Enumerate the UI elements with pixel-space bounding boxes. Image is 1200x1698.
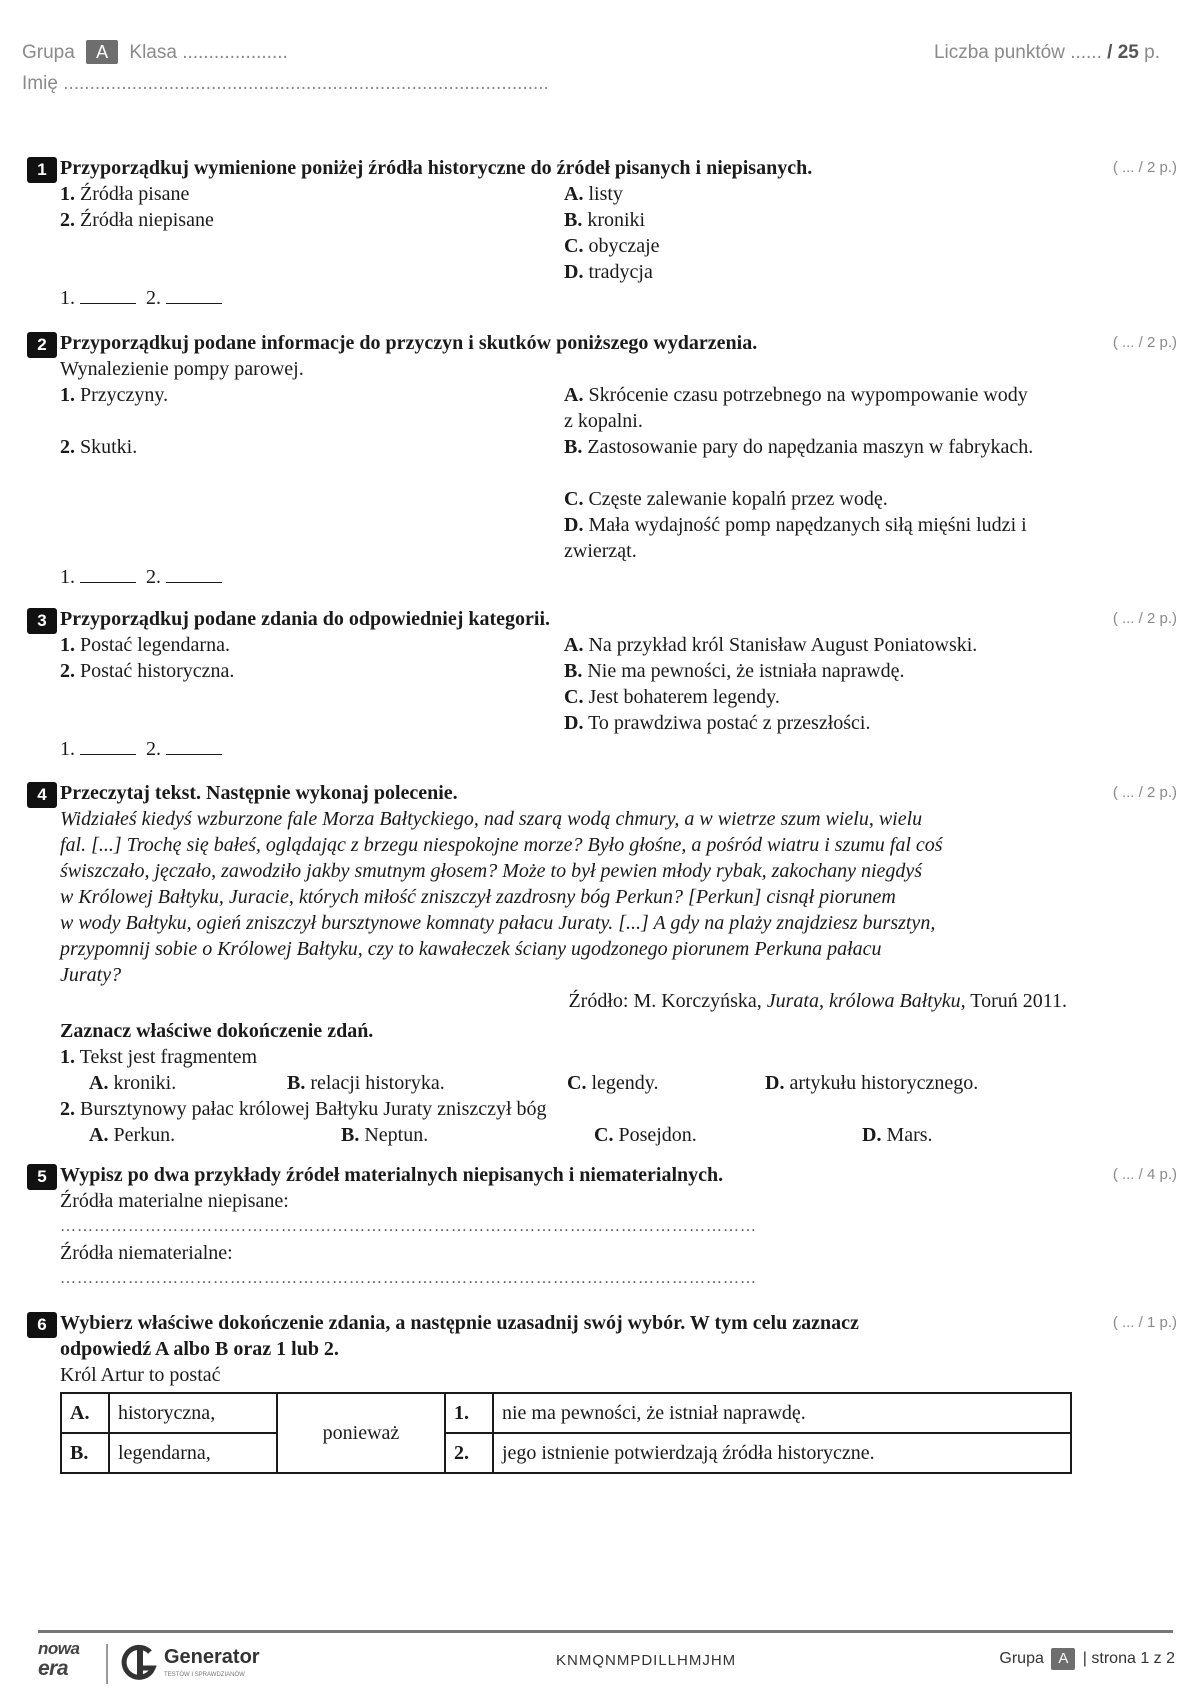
name-dots[interactable]: ............................................................................................ — [63, 73, 549, 94]
text-line: przypomnij sobie o Królowej Bałtyku, czy to kawałeczek ściany ugodzonego piorunem Perkuna pałacu — [60, 938, 882, 960]
because-cell: ponieważ — [277, 1393, 445, 1473]
answer-blank[interactable] — [166, 285, 222, 304]
text-line: Juraty? — [60, 964, 122, 986]
option-b-key[interactable]: B. — [61, 1433, 109, 1473]
right-item: C. obyczaje — [564, 235, 660, 257]
question-points: ( ... / 4 p.) — [1112, 1166, 1177, 1183]
question-1 — [27, 155, 1177, 315]
question-4 — [27, 780, 1177, 1146]
left-item: 1. Postać legendarna. — [60, 634, 230, 656]
question-title: Wybierz właściwe dokończenie zdania, a następnie uzasadnij swój wybór. W tym celu zaznacz — [60, 1312, 859, 1334]
option-1-text[interactable]: nie ma pewności, że istniał naprawdę. — [493, 1393, 1071, 1433]
question-title: Przyporządkuj podane zdania do odpowiedniej kategorii. — [60, 608, 551, 630]
right-item: D. tradycja — [564, 261, 653, 283]
question-2 — [27, 330, 1177, 590]
points-label: Liczba punktów — [933, 42, 1065, 63]
footer-group-label: Grupa — [999, 1650, 1044, 1667]
source-citation: Źródło: M. Korczyńska, Jurata, królowa Bałtyku, Toruń 2011. — [568, 990, 1067, 1012]
class-label: Klasa — [129, 42, 177, 63]
option[interactable]: A. Perkun. — [89, 1124, 176, 1146]
question-title: Przyporządkuj wymienione poniżej źródła historyczne do źródeł pisanych i niepisanych. — [60, 157, 813, 179]
sub-question-2: 2. Bursztynowy pałac królowej Bałtyku Juraty zniszczył bóg — [60, 1098, 547, 1120]
left-item: 2. Postać historyczna. — [60, 660, 235, 682]
question-title-cont: odpowiedź A albo B oraz 1 lub 2. — [60, 1338, 339, 1360]
answer-row: 1. 2. — [60, 736, 222, 762]
answer-row: 1. 2. — [60, 564, 222, 590]
option[interactable]: B. relacji historyka. — [287, 1072, 445, 1094]
option-a-text[interactable]: historyczna, — [109, 1393, 277, 1433]
question-title: Przyporządkuj podane informacje do przyczyn i skutków poniższego wydarzenia. — [60, 332, 758, 354]
option-b-text[interactable]: legendarna, — [109, 1433, 277, 1473]
option[interactable]: B. Neptun. — [341, 1124, 429, 1146]
right-item: C. Częste zalewanie kopalń przez wodę. — [564, 488, 888, 510]
sub-question-1: 1. Tekst jest fragmentem — [60, 1046, 258, 1068]
name-label: Imię — [22, 73, 58, 94]
option-a-key[interactable]: A. — [61, 1393, 109, 1433]
question-number: 6 — [27, 1312, 57, 1338]
points-dots[interactable]: ...... — [1070, 42, 1102, 63]
left-item: 1. Przyczyny. — [60, 384, 169, 406]
footer-page-number: | strona 1 z 2 — [1082, 1650, 1175, 1667]
footer-group-badge: A — [1051, 1648, 1075, 1670]
right-item: B. kroniki — [564, 209, 646, 231]
instruction: Zaznacz właściwe dokończenie zdań. — [60, 1020, 374, 1042]
left-item: 2. Źródła niepisane — [60, 209, 214, 231]
question-points: ( ... / 2 p.) — [1112, 784, 1177, 801]
right-item: A. Na przykład król Stanisław August Poniatowski. — [564, 634, 978, 656]
option[interactable]: C. legendy. — [567, 1072, 659, 1094]
right-item: B. Nie ma pewności, że istniała naprawdę. — [564, 660, 905, 682]
option-2-text[interactable]: jego istnienie potwierdzają źródła historyczne. — [493, 1433, 1071, 1473]
document-code: KNMQNMPDILLHMJHM — [556, 1652, 737, 1669]
left-item: 1. Źródła pisane — [60, 183, 190, 205]
generator-logo-icon — [120, 1644, 160, 1684]
right-item: C. Jest bohaterem legendy. — [564, 686, 780, 708]
logo-divider — [106, 1644, 108, 1684]
question-intro: Wynalezienie pompy parowej. — [60, 358, 304, 380]
group-label: Grupa — [22, 42, 75, 63]
question-number: 3 — [27, 608, 57, 634]
question-number: 2 — [27, 332, 57, 358]
generator-subtitle: TESTÓW I SPRAWDZIANÓW — [164, 1672, 245, 1678]
question-points: ( ... / 2 p.) — [1112, 610, 1177, 627]
question-5 — [27, 1162, 1177, 1292]
option[interactable]: D. Mars. — [862, 1124, 933, 1146]
question-points: ( ... / 1 p.) — [1112, 1314, 1177, 1331]
points-total: / 25 — [1107, 42, 1139, 63]
option[interactable]: C. Posejdon. — [594, 1124, 697, 1146]
answer-label: Źródła niematerialne: — [60, 1242, 233, 1264]
generator-title: Generator — [164, 1646, 260, 1668]
right-item: A. Skrócenie czasu potrzebnego na wypompowanie wody z kopalni. — [564, 384, 1028, 432]
group-field — [22, 40, 288, 64]
answer-label: Źródła materialne niepisane: — [60, 1190, 289, 1212]
question-title: Wypisz po dwa przykłady źródeł materialnych niepisanych i niematerialnych. — [60, 1164, 724, 1186]
answer-blank[interactable] — [166, 736, 222, 755]
question-3 — [27, 606, 1177, 766]
class-dots[interactable]: .................... — [182, 42, 288, 63]
question-points: ( ... / 2 p.) — [1112, 159, 1177, 176]
question-points: ( ... / 2 p.) — [1112, 334, 1177, 351]
right-item: A. listy — [564, 183, 623, 205]
right-item: D. Mała wydajność pomp napędzanych siłą mięśni ludzi i zwierząt. — [564, 514, 1027, 562]
question-number: 4 — [27, 782, 57, 808]
right-item: D. To prawdziwa postać z przeszłości. — [564, 712, 871, 734]
answer-line[interactable]: …………………………………………………………………………………………………………… — [60, 1270, 757, 1287]
option[interactable]: D. artykułu historycznego. — [765, 1072, 979, 1094]
footer-page-info — [999, 1648, 1175, 1670]
answer-row: 1. 2. — [60, 285, 222, 311]
answer-blank[interactable] — [166, 564, 222, 583]
left-item: 2. Skutki. — [60, 436, 138, 458]
nowa-era-logo: nowa era — [38, 1639, 80, 1680]
points-suffix: p. — [1144, 42, 1160, 63]
question-title: Przeczytaj tekst. Następnie wykonaj polecenie. — [60, 782, 458, 804]
question-number: 5 — [27, 1164, 57, 1190]
group-badge: A — [86, 40, 118, 64]
option-1-key[interactable]: 1. — [445, 1393, 493, 1433]
answer-table — [60, 1392, 1072, 1474]
footer-rule — [38, 1630, 1173, 1633]
question-intro: Król Artur to postać — [60, 1364, 221, 1386]
text-line: w wody Bałtyku, ogień zniszczył bursztynowe komnaty pałacu Juraty. [...] A gdy na plaży znajdziesz bursztyn, — [60, 912, 936, 934]
answer-line[interactable]: …………………………………………………………………………………………………………… — [60, 1218, 757, 1235]
answer-blank[interactable] — [80, 564, 136, 583]
name-field — [22, 73, 549, 95]
answer-blank[interactable] — [80, 736, 136, 755]
option[interactable]: A. kroniki. — [89, 1072, 177, 1094]
text-line: fal. [...] Trochę się bałeś, oglądając z brzegu niespokojne morze? Było głośne, a pośród wiatru i szumu fal coś — [60, 834, 943, 856]
answer-blank[interactable] — [80, 285, 136, 304]
right-item: B. Zastosowanie pary do napędzania maszyn w fabrykach. — [564, 436, 1034, 458]
question-6 — [27, 1310, 1177, 1390]
points-field — [934, 42, 1160, 64]
question-number: 1 — [27, 157, 57, 183]
text-line: świszczało, jęczało, zawodziło jakby smutnym głosem? Może to był pewien młody rybak, zakochany niegdyś — [60, 860, 923, 882]
text-line: w Królowej Bałtyku, Juracie, których miłość zniszczył zazdrosny bóg Perkun? [Perkun] cisnął piorunem — [60, 886, 896, 908]
option-2-key[interactable]: 2. — [445, 1433, 493, 1473]
text-line: Widziałeś kiedyś wzburzone fale Morza Bałtyckiego, nad szarą wodą chmury, a w wietrze szum wielu, wielu — [60, 808, 923, 830]
